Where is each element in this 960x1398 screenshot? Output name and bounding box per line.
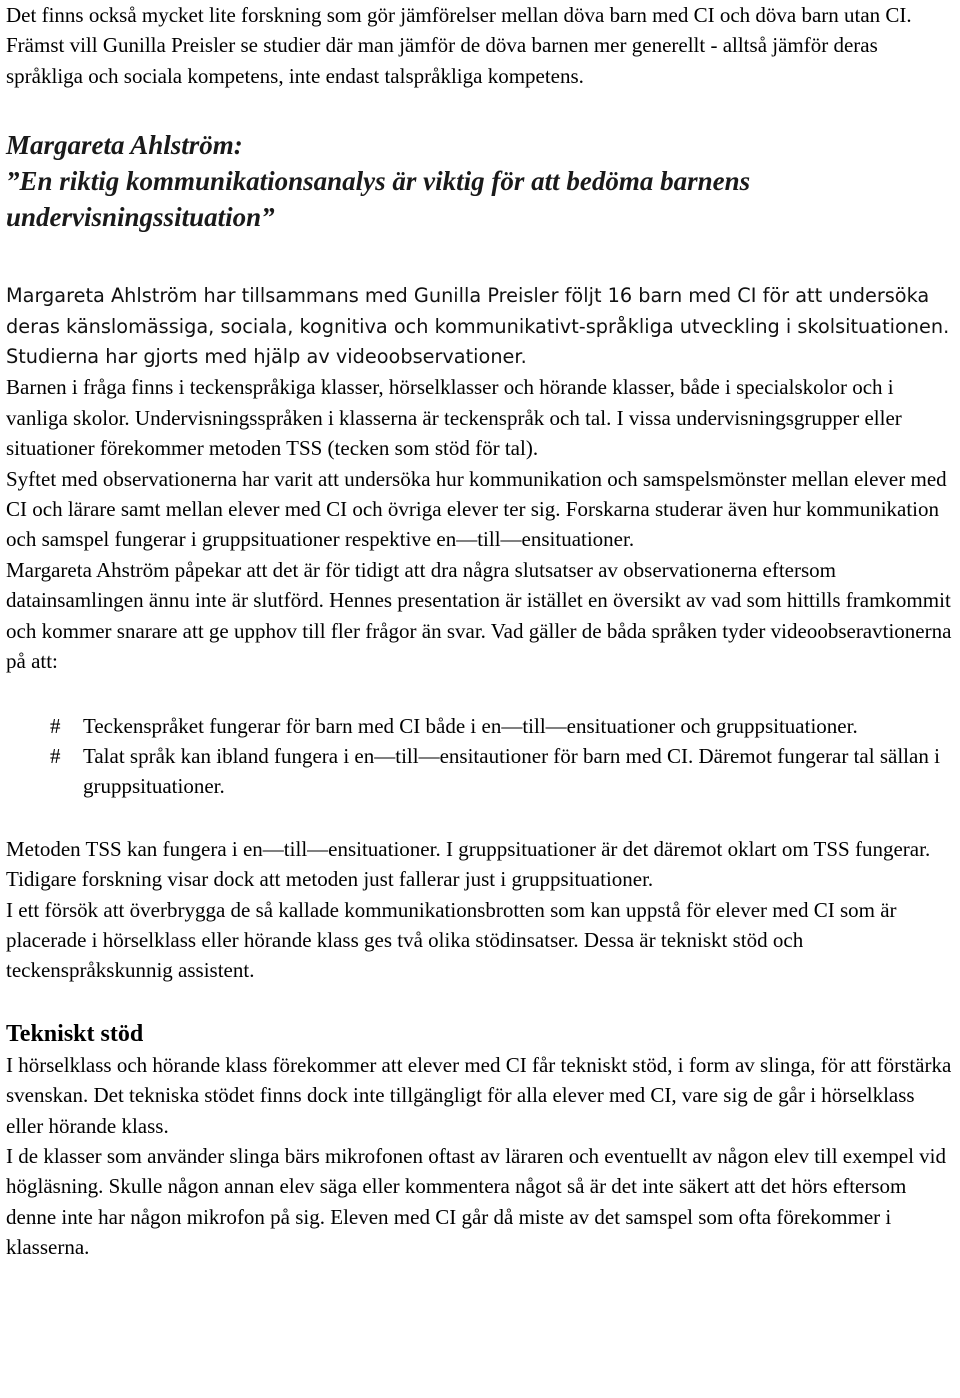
- bullet-list: [6, 711, 954, 802]
- section-heading: Tekniskt stöd: [6, 1020, 144, 1047]
- after-bullets: [6, 834, 954, 986]
- speaker-heading: [6, 127, 954, 235]
- bullet-text: Teckenspråket fungerar för barn med CI både i en—till—ensituationer och gruppsituationer.: [83, 713, 858, 738]
- bullet-text: Talat språk kan ibland fungera i en—till—ensitautioner för barn med CI. Däremot fungerar tal sällan i gruppsituationer.: [83, 743, 940, 799]
- paragraph: I ett försök att överbrygga de så kallade kommunikationsbrotten som kan uppstå för elever med CI som är placerade i hörselklass eller hörande klass ges två olika stödinsatser. Dessa är tekniskt stöd och teckenspråkskunnig assistent.: [6, 897, 897, 983]
- bullet-mark: #: [50, 743, 61, 768]
- paragraph: Syftet med observationerna har varit att undersöka hur kommunikation och samspelsmönster mellan elever med CI och lärare samt mellan elever med CI och övriga elever ter sig. Forskarna studerar även hur kommunikation och samspel fungerar i gruppsituationer respektive en—till—ensituationer.: [6, 466, 947, 552]
- paragraph: Metoden TSS kan fungera i en—till—ensituationer. I gruppsituationer är det däremot oklart om TSS fungerar. Tidigare forskning visar dock att metoden just fallerar just i gruppsituationer.: [6, 836, 931, 892]
- bullet-mark: #: [50, 713, 61, 738]
- speaker-quote: ”En riktig kommunikationsanalys är viktig för att bedöma barnens undervisningssituation”: [6, 166, 751, 233]
- study-paragraph: Margareta Ahlström har tillsammans med Gunilla Preisler följt 16 barn med CI för att undersöka deras känslomässiga, sociala, kognitiva och kommunikativt-språkliga utveckling i skolsituationen. Studierna har gjorts med hjälp av videoobservationer.: [6, 284, 950, 369]
- paragraph: Margareta Ahström påpekar att det är för tidigt att dra några slutsatser av observationerna eftersom datainsamlingen ännu inte är slutförd. Hennes presentation är istället en översikt av vad som hittills framkommit och kommer snarare att ge upphov till fler frågor än svar. Vad gäller de båda språken tyder videoobseravtionerna på att:: [6, 557, 952, 674]
- section-paragraph: I hörselklass och hörande klass förekommer att elever med CI får tekniskt stöd, i form av slinga, för att förstärka svenskan. Det tekniska stödet finns dock inte tillgängligt för alla elever med CI, vare sig de går i hörselklass eller hörande klass.: [6, 1052, 952, 1138]
- intro-paragraph: Det finns också mycket lite forskning som gör jämförelser mellan döva barn med CI och döva barn utan CI. Främst vill Gunilla Preisler se studier där man jämför de döva barnen mer generellt - alltså jämför deras språkliga och sociala kompetens, inte endast talspråkliga kompetens.: [6, 3, 912, 88]
- list-item: [6, 711, 954, 741]
- section-paragraph: I de klasser som använder slinga bärs mikrofonen oftast av läraren och eventuellt av någon elev till exempel vid högläsning. Skulle någon annan elev säga eller kommentera något så är det inte säkert att det hörs eftersom denne inte har någon mikrofon på sig. Eleven med CI går då miste av det samspel som ofta förekommer i klasserna.: [6, 1143, 947, 1260]
- speaker-name: Margareta Ahlström:: [6, 130, 243, 161]
- paragraph: Barnen i fråga finns i teckenspråkiga klasser, hörselklasser och hörande klasser, både i specialskolor och i vanliga skolor. Undervisningsspråken i klasserna är teckenspråk och tal. I vissa undervisningsgrupper eller situationer förekommer metoden TSS (tecken som stöd för tal).: [6, 375, 902, 461]
- list-item: [6, 741, 954, 802]
